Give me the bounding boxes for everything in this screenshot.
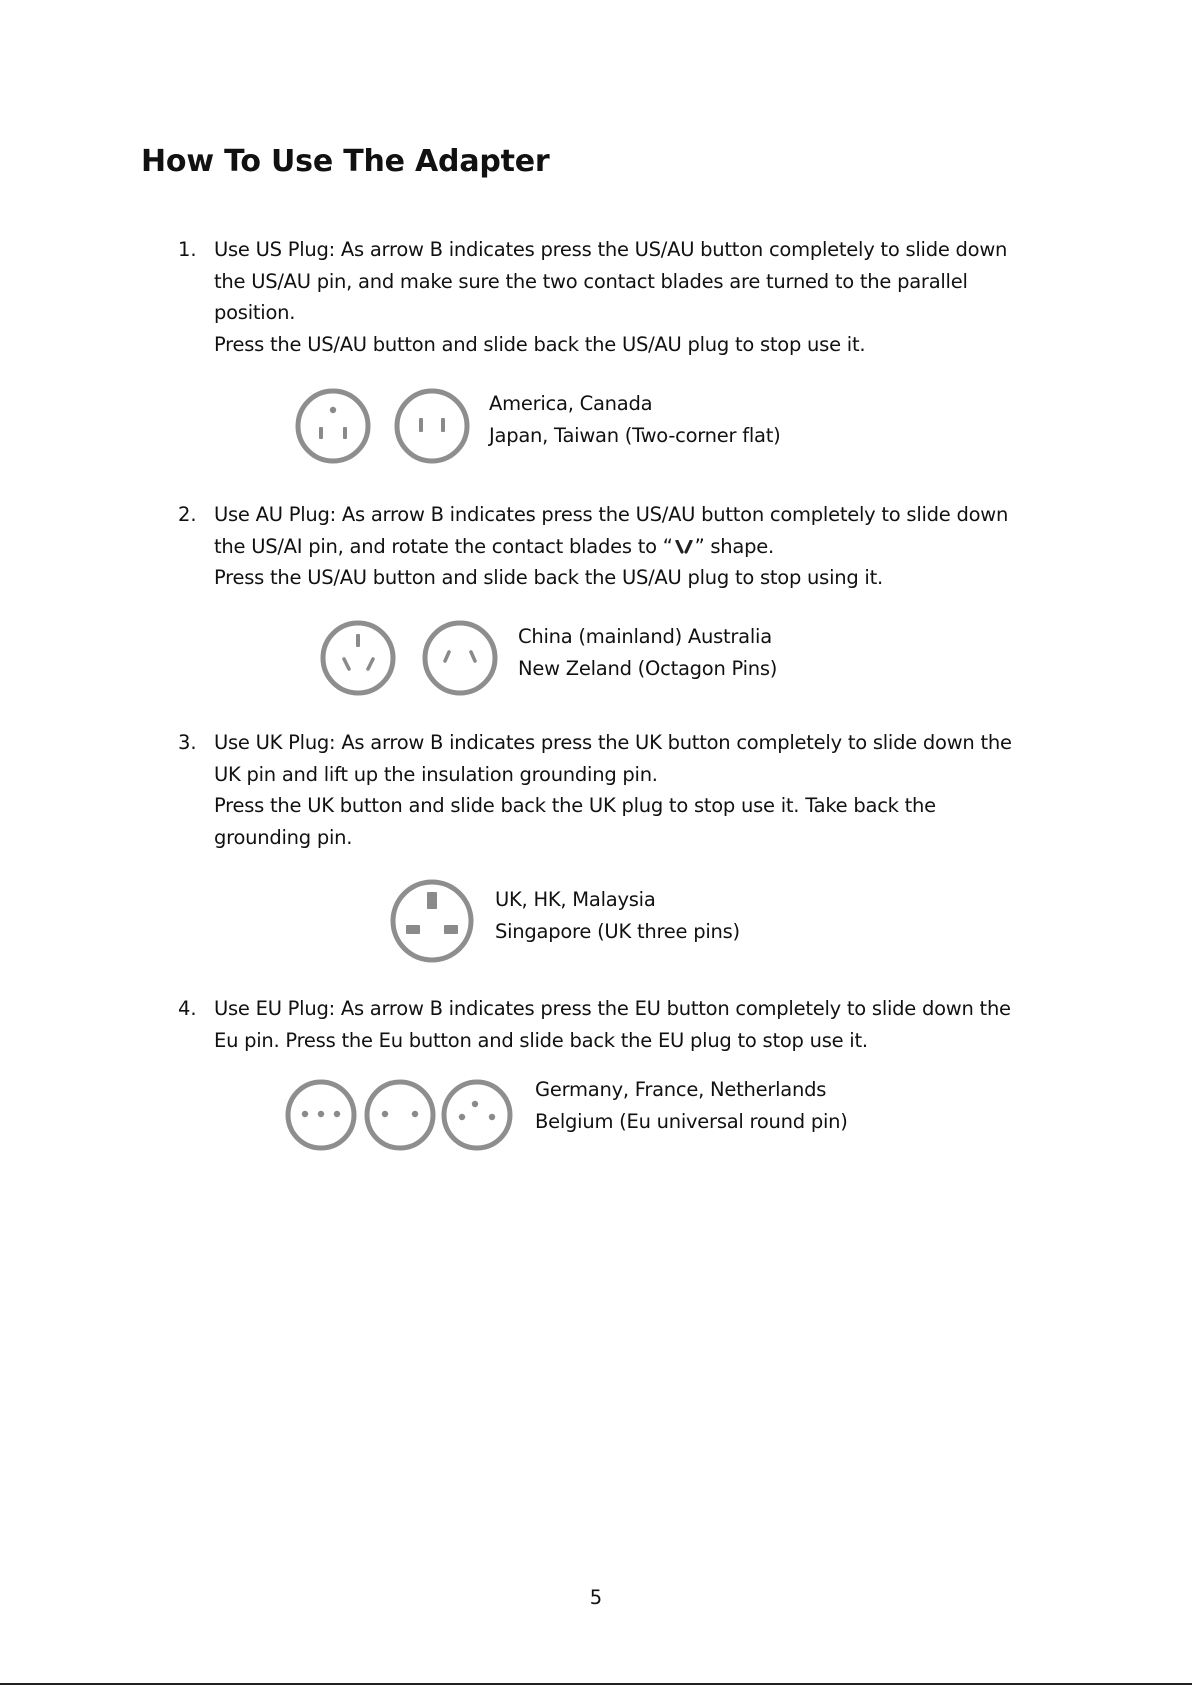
- country-caption: [495, 884, 740, 947]
- step-text: [214, 993, 1034, 1056]
- caption-line: China (mainland) Australia: [518, 625, 772, 648]
- step-line-part: ” shape.: [694, 534, 774, 558]
- step-line-part: the US/AI pin, and rotate the contact blades to “: [214, 534, 673, 558]
- step-line: position.: [214, 301, 296, 324]
- step-line: Press the UK button and slide back the UK plug to stop use it. Take back the: [214, 794, 936, 817]
- eu-socket-icon: [367, 1082, 433, 1148]
- step-text: [214, 727, 1034, 853]
- page-number: 5: [589, 1586, 603, 1609]
- country-caption: [535, 1074, 848, 1137]
- step-line: grounding pin.: [214, 825, 353, 849]
- au-three-pin-socket-icon: [323, 623, 393, 693]
- step-line: [214, 531, 1034, 563]
- country-caption: [489, 388, 781, 451]
- eu-socket-icon: [444, 1082, 510, 1148]
- step-number: 1.: [178, 238, 197, 261]
- caption-line: Japan, Taiwan (Two-corner flat): [489, 423, 781, 447]
- step-line: Eu pin. Press the Eu button and slide back the EU plug to stop use it.: [214, 1028, 868, 1052]
- step-number: 4.: [178, 997, 197, 1020]
- v-shape-icon: [673, 540, 695, 554]
- step-line: Use US Plug: As arrow B indicates press the US/AU button completely to slide down: [214, 238, 1008, 261]
- step-line: UK pin and lift up the insulation grounding pin.: [214, 762, 658, 786]
- caption-line: New Zeland (Octagon Pins): [518, 656, 778, 680]
- au-two-pin-socket-icon: [425, 623, 495, 693]
- page-title: How To Use The Adapter: [141, 144, 550, 179]
- uk-socket-icon: [393, 882, 471, 960]
- eu-socket-icon: [288, 1082, 354, 1148]
- us-two-pin-socket-icon: [397, 391, 467, 461]
- step-line: Use UK Plug: As arrow B indicates press the UK button completely to slide down the: [214, 731, 1012, 754]
- step-line: the US/AU pin, and make sure the two contact blades are turned to the parallel: [214, 269, 968, 293]
- step-text: [214, 234, 1034, 360]
- step-line: Press the US/AU button and slide back the US/AU plug to stop using it.: [214, 566, 883, 589]
- step-line: Use EU Plug: As arrow B indicates press the EU button completely to slide down the: [214, 997, 1011, 1020]
- step-number: 2.: [178, 503, 197, 526]
- country-caption: [518, 621, 777, 684]
- caption-line: UK, HK, Malaysia: [495, 888, 656, 911]
- step-number: 3.: [178, 731, 197, 754]
- caption-line: Singapore (UK three pins): [495, 919, 740, 943]
- step-text: [214, 499, 1034, 594]
- caption-line: America, Canada: [489, 392, 653, 415]
- caption-line: Germany, France, Netherlands: [535, 1078, 827, 1101]
- step-line: Press the US/AU button and slide back the US/AU plug to stop use it.: [214, 332, 866, 356]
- step-line: Use AU Plug: As arrow B indicates press the US/AU button completely to slide down: [214, 503, 1009, 526]
- caption-line: Belgium (Eu universal round pin): [535, 1109, 848, 1133]
- us-three-pin-socket-icon: [298, 391, 368, 461]
